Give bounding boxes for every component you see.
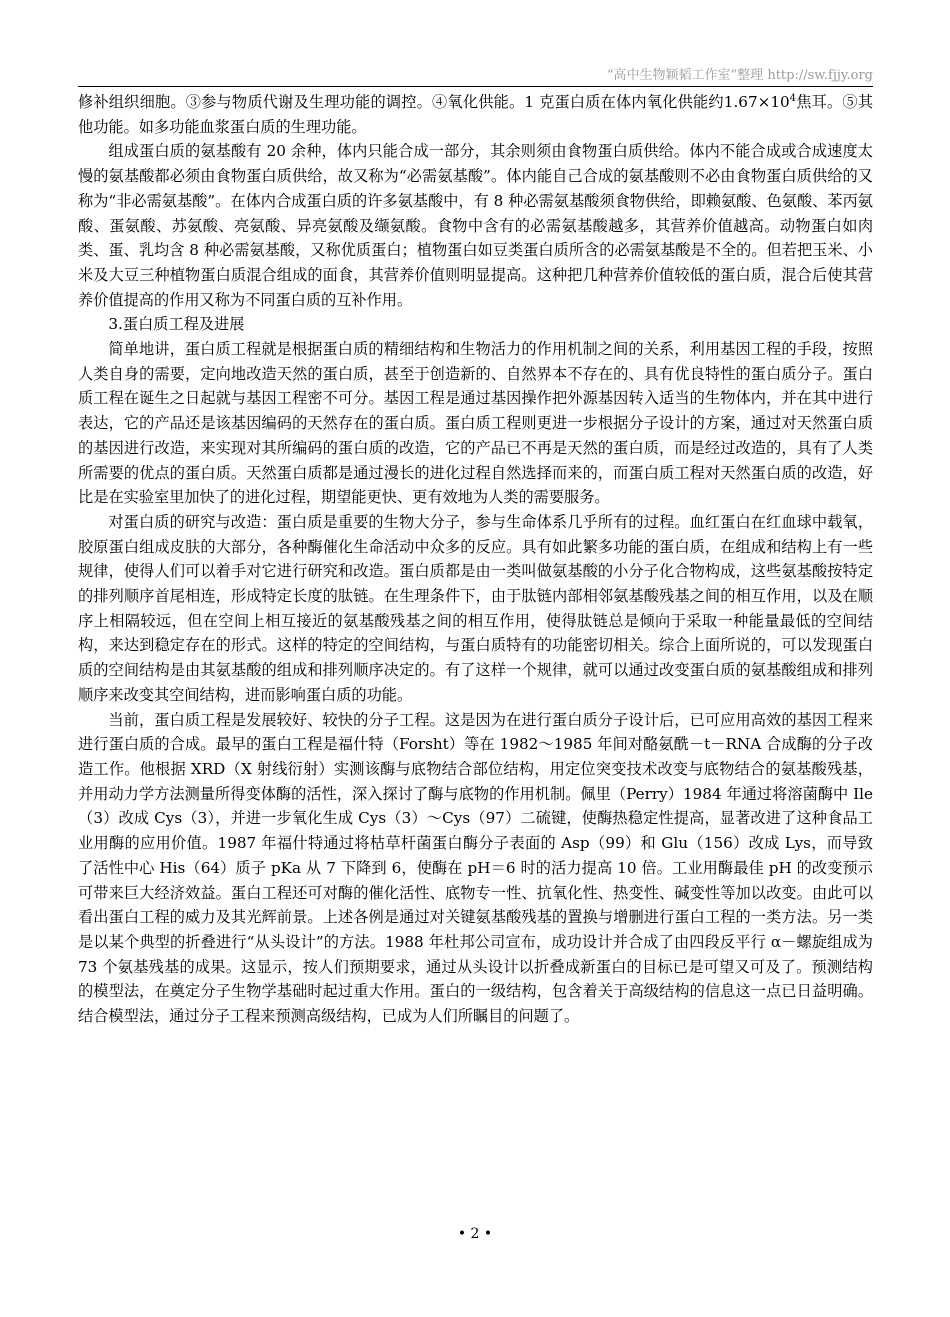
paragraph-0 — [78, 90, 873, 139]
paragraph-4: 对蛋白质的研究与改造：蛋白质是重要的生物大分子，参与生命体系几乎所有的过程。血红蛋白在红血球中载氧，胶原蛋白组成皮肤的大部分，各种酶催化生命活动中众多的反应。具有如此繁多功能的蛋白质，在组成和结构上有一些规律，使得人们可以着手对它进行研究和改造。蛋白质都是由一类叫做氨基酸的小分子化合物构成，这些氨基酸按特定的排列顺序首尾相连，形成特定长度的肽链。在生理条件下，由于肽链内部相邻氨基酸残基之间的相互作用，以及在顺序上相隔较远，但在空间上相互接近的氨基酸残基之间的相互作用，使得肽链总是倾向于采取一种能量最低的空间结构，来达到稳定存在的形式。这样的特定的空间结构，与蛋白质特有的功能密切相关。综合上面所说的，可以发现蛋白质的空间结构是由其氨基酸的组成和排列顺序决定的。有了这样一个规律，就可以通过改变蛋白质的氨基酸组成和排列顺序来改变其空间结构，进而影响蛋白质的功能。 — [78, 512, 873, 704]
section-heading: 3.蛋白质工程及进展 — [108, 315, 245, 334]
paragraph-1: 组成蛋白质的氨基酸有 20 余种，体内只能合成一部分，其余则须由食物蛋白质供给。体内不能合成或合成速度太慢的氨基酸都必须由食物蛋白质供给，故又称为“必需氨基酸”。体内能自己合成的氨基酸则不必由食物蛋白质供给的又称为“非必需氨基酸”。在体内合成蛋白质的许多氨基酸中，有 8 种必需氨基酸须食物供给，即赖氨酸、色氨酸、苯丙氨酸、蛋氨酸、苏氨酸、亮氨酸、异亮氨酸及缬氨酸。食物中含有的必需氨基酸越多，其营养价值越高。动物蛋白如肉类、蛋、乳均含 8 种必需氨基酸，又称优质蛋白；植物蛋白如豆类蛋白质所含的必需氨基酸是不全的。但若把玉米、小米及大豆三种植物蛋白质混合组成的面食，其营养价值则明显提高。这种把几种营养价值较低的蛋白质，混合后使其营养价值提高的作用又称为不同蛋白质的互补作用。 — [78, 142, 873, 309]
page-footer — [0, 1226, 950, 1242]
document-body — [78, 90, 873, 1029]
paragraph-0-text-after: 焦耳。⑤其他功能。如多功能血浆蛋白质的生理功能。 — [78, 93, 874, 136]
header-text: “高中生物颖韬工作室”整理 http://sw.fjjy.org — [606, 68, 873, 83]
page-number: • 2 • — [457, 1226, 493, 1242]
superscript-exponent: 4 — [789, 92, 797, 104]
page-header — [78, 64, 873, 87]
paragraph-0-text-before: 修补组织细胞。③参与物质代谢及生理功能的调控。④氧化供能。1 克蛋白质在体内氧化供能约1.67×10 — [78, 93, 790, 111]
paragraph-3: 简单地讲，蛋白质工程就是根据蛋白质的精细结构和生物活力的作用机制之间的关系，利用基因工程的手段，按照人类自身的需要，定向地改造天然的蛋白质，甚至于创造新的、自然界本不存在的、具有优良特性的蛋白质分子。蛋白质工程在诞生之日起就与基因工程密不可分。基因工程是通过基因操作把外源基因转入适当的生物体内，并在其中进行表达，它的产品还是该基因编码的天然存在的蛋白质。蛋白质工程则更进一步根据分子设计的方案，通过对天然蛋白质的基因进行改造，来实现对其所编码的蛋白质的改造，它的产品已不再是天然的蛋白质，而是经过改造的，具有了人类所需要的优点的蛋白质。天然蛋白质都是通过漫长的进化过程自然选择而来的，而蛋白质工程对天然蛋白质的改造，好比是在实验室里加快了的进化过程，期望能更快、更有效地为人类的需要服务。 — [78, 340, 873, 507]
paragraph-5: 当前，蛋白质工程是发展较好、较快的分子工程。这是因为在进行蛋白质分子设计后，已可应用高效的基因工程来进行蛋白质的合成。最早的蛋白工程是福什特（Forsht）等在 1982～1985 年间对酪氨酰－t－RNA 合成酶的分子改造工作。他根据 XRD（X 射线衍射）实测该酶与底物结合部位结构，用定位突变技术改变与底物结合的氨基酸残基，并用动力学方法测量所得变体酶的活性，深入探讨了酶与底物的作用机制。佩里（Perry）1984 年通过将溶菌酶中 Ile（3）改成 Cys（3），并进一步氧化生成 Cys（3）～Cys（97）二硫键，使酶热稳定性提高，显著改进了这种食品工业用酶的应用价值。1987 年福什特通过将枯草杆菌蛋白酶分子表面的 Asp（99）和 Glu（156）改成 Lys，而导致了活性中心 His（64）质子 pKa 从 7 下降到 6，使酶在 pH＝6 时的活力提高 10 倍。工业用酶最佳 pH 的改变预示可带来巨大经济效益。蛋白工程还可对酶的催化活性、底物专一性、抗氧化性、热变性、碱变性等加以改变。由此可以看出蛋白工程的威力及其光辉前景。上述各例是通过对关键氨基酸残基的置换与增删进行蛋白工程的一类方法。另一类是以某个典型的折叠进行“从头设计”的方法。1988 年杜邦公司宣布，成功设计并合成了由四段反平行 α－螺旋组成为 73 个氨基残基的成果。这显示，按人们预期要求，通过从头设计以折叠成新蛋白的目标已是可望又可及了。预测结构的模型法，在奠定分子生物学基础时起过重大作用。蛋白的一级结构，包含着关于高级结构的信息这一点已日益明确。结合模型法，通过分子工程来预测高级结构，已成为人们所瞩目的问题了。 — [78, 710, 873, 1026]
